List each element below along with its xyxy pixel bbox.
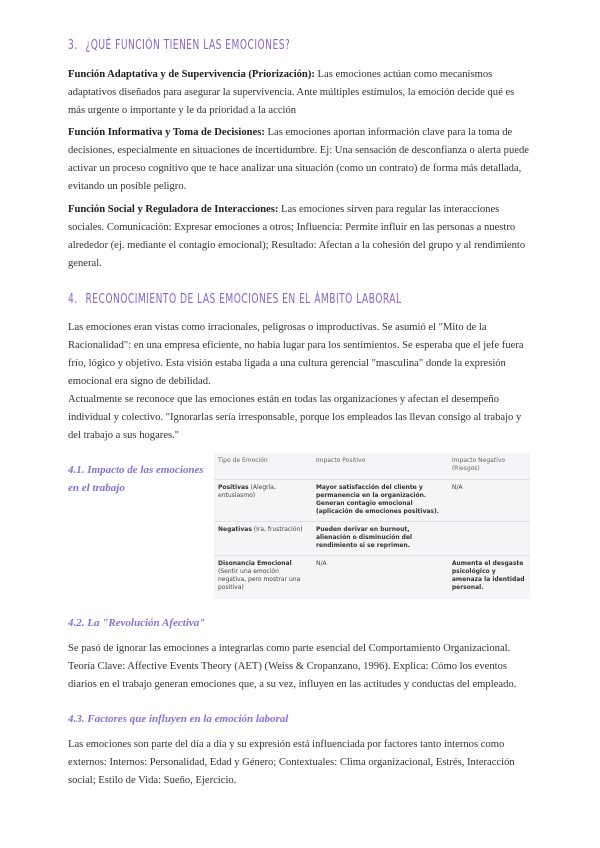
social-function-label: Función Social y Reguladora de Interacciones: <box>68 204 279 215</box>
table-cell: Positivas (Alegría, entusiasmo) <box>214 480 312 522</box>
paragraph-informative-function <box>68 124 530 196</box>
section-3-title: ¿QUÉ FUNCIÓN TIENEN LAS EMOCIONES? <box>85 38 291 53</box>
paragraph-affective-revolution: Se pasó de ignorar las emociones a integrarlas como parte esencial del Comportamiento Organizacional. Teoría Clave: Affective Events Theory (AET) (Weiss & Cropanzano, 1996). Explica: Cómo los eventos diarios en el trabajo generan emociones que, a su vez, influyen en las actitudes y conductas del empleado. <box>68 643 517 690</box>
informative-function-label: Función Informativa y Toma de Decisiones: <box>68 127 265 138</box>
paragraph-current-recognition: Actualmente se reconoce que las emociones están en todas las organizaciones y afectan el desempeño individual y colectivo. "Ignorarlas sería irresponsable, porque los empleados las llevan consigo al trabajo y del trabajo a sus hogares." <box>68 394 522 441</box>
section-4-title: RECONOCIMIENTO DE LAS EMOCIONES EN EL ÁMBITO LABORAL <box>85 292 402 307</box>
table-row <box>214 556 530 598</box>
social-function-text: Las emociones sirven para regular las interacciones sociales. Comunicación: Expresar emociones a otros; Influencia: Permite influir en las personas a nuestro alrededor (ej. mediante el contagio emocional); Resultado: Afectan a la cohesión del grupo y al rendimiento general. <box>68 204 526 269</box>
table-cell: N/A <box>315 560 327 567</box>
table-header-cell: Impacto Negativo (Riesgos) <box>448 453 530 480</box>
table-header-cell: Impacto Positivo <box>312 453 448 480</box>
table-cell: Pueden derivar en burnout, alienación o disminución del rendimiento si se reprimen. <box>312 522 448 556</box>
subsection-4-1-heading: 4.1. Impacto de las emociones en el trabajo <box>68 464 204 494</box>
section-4-number: 4. <box>68 292 78 307</box>
table-row <box>214 480 530 522</box>
table-cell: Aumenta el desgaste psicológico y amenaza la identidad personal. <box>451 560 525 591</box>
table-header-row <box>214 453 530 480</box>
table-cell: Negativas (Ira, frustración) <box>214 522 312 556</box>
table-row <box>214 522 530 556</box>
table-cell <box>448 522 530 556</box>
subsection-4-3-heading: 4.3. Factores que influyen en la emoción laboral <box>68 713 289 725</box>
section-3-number: 3. <box>68 38 78 53</box>
paragraph-social-function <box>68 201 530 273</box>
adaptive-function-text: Las emociones actúan como mecanismos adaptativos diseñados para asegurar la supervivencia. Ante múltiples estímulos, la emoción decide qué es más urgente o importante y le da prioridad a la acción <box>68 69 515 116</box>
paragraph-rationality-myth: Las emociones eran vistas como irracionales, peligrosas o improductivas. Se asumió el "Mito de la Racionalidad": en una empresa eficiente, no había lugar para los sentimientos. Se esperaba que el jefe fuera frío, lógico y objetivo. Esta visión estaba ligada a una cultura gerencial "masculina" donde la expresión emocional era signo de debilidad. <box>68 322 524 387</box>
informative-function-text: Las emociones aportan información clave para la toma de decisiones, especialmente en situaciones de incertidumbre. Ej: Una sensación de desconfianza o alerta puede activar un proceso cognitivo que te hace analizar una situación (como un contrato) de forma más detallada, evitando un posible peligro. <box>68 127 529 192</box>
table-cell: Mayor satisfacción del cliente y permanencia en la organización. Generan contagio emocional (aplicación de emociones positivas). <box>312 480 448 522</box>
emotions-impact-table <box>214 453 530 599</box>
table-cell: Disonancia Emocional (Sentir una emoción negativa, pero mostrar una positiva) <box>218 560 301 591</box>
section-3-heading <box>68 38 290 53</box>
table-cell: N/A <box>448 480 530 522</box>
adaptive-function-label: Función Adaptativa y de Supervivencia (Priorización): <box>68 69 315 80</box>
table-header-cell: Tipo de Emoción <box>214 453 312 480</box>
section-4-heading <box>68 292 402 307</box>
subsection-4-2-heading: 4.2. La "Revolución Afectiva" <box>68 617 206 629</box>
paragraph-adaptive-function <box>68 66 530 120</box>
paragraph-influencing-factors: Las emociones son parte del día a día y su expresión está influenciada por factores tanto internos como externos: Internos: Personalidad, Edad y Género; Contextuales: Clima organizacional, Estrés, Interacción social; Estilo de Vida: Sueño, Ejercicio. <box>68 739 515 786</box>
